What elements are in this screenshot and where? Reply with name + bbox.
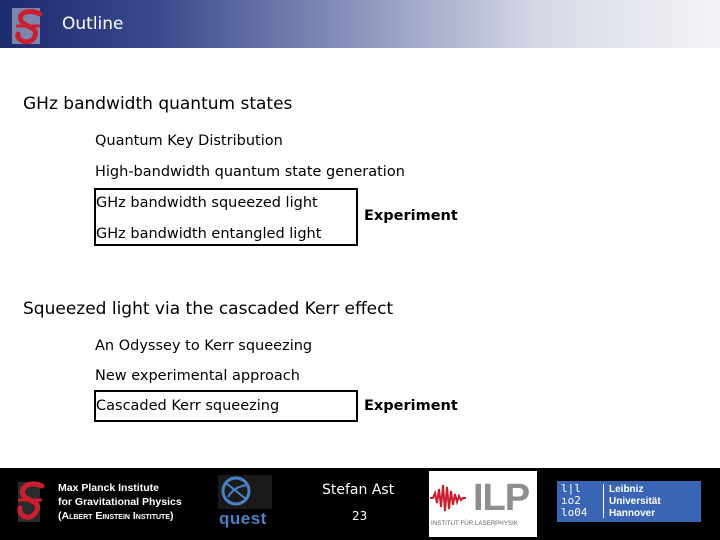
- slide-number: 23: [352, 509, 368, 523]
- mpi-line: Max Planck Institute: [58, 482, 159, 494]
- boxed-item: GHz bandwidth entangled light: [96, 226, 322, 242]
- experiment-label: Experiment: [364, 208, 458, 224]
- outline-item: New experimental approach: [95, 368, 300, 384]
- ilp-logo: [429, 471, 537, 537]
- luh-logo: [557, 481, 701, 522]
- outline-item: An Odyssey to Kerr squeezing: [95, 338, 313, 354]
- luh-line: Universität: [609, 496, 661, 507]
- section-heading: Squeezed light via the cascaded Kerr effect: [23, 299, 394, 319]
- luh-mark-line: ıo2: [561, 494, 581, 507]
- luh-mark-icon: [561, 483, 601, 519]
- boxed-item: GHz bandwidth squeezed light: [96, 195, 318, 211]
- outline-item: High-bandwidth quantum state generation: [95, 164, 405, 180]
- mpi-line: for Gravitational Physics: [58, 496, 182, 508]
- section-heading: GHz bandwidth quantum states: [23, 94, 293, 114]
- outline-item: Quantum Key Distribution: [95, 133, 283, 149]
- experiment-label: Experiment: [364, 398, 458, 414]
- presenter-name: Stefan Ast: [322, 482, 395, 498]
- mpi-line: (Albert Einstein Institute): [58, 510, 174, 522]
- luh-line: Hannover: [609, 508, 656, 519]
- luh-mark-line: l|l: [561, 482, 581, 495]
- quest-label: quest: [219, 509, 267, 528]
- luh-line: Leibniz: [609, 484, 644, 495]
- mpi-name: [58, 481, 182, 523]
- ilp-label: ILP: [473, 477, 530, 519]
- slide-title: Outline: [62, 14, 124, 34]
- luh-name: [609, 484, 661, 520]
- title-bar: [0, 0, 720, 48]
- laser-pulse-icon: [429, 483, 467, 513]
- boxed-item: Cascaded Kerr squeezing: [96, 398, 280, 414]
- aei-logo-icon: [14, 478, 54, 526]
- luh-mark-line: lo04: [561, 506, 588, 519]
- experiment-box: [94, 188, 358, 246]
- aei-logo-icon: [10, 6, 52, 46]
- divider: [603, 484, 604, 518]
- ilp-subtitle: INSTITUT FÜR LASERPHYSIK: [431, 520, 518, 527]
- experiment-box: [94, 390, 358, 422]
